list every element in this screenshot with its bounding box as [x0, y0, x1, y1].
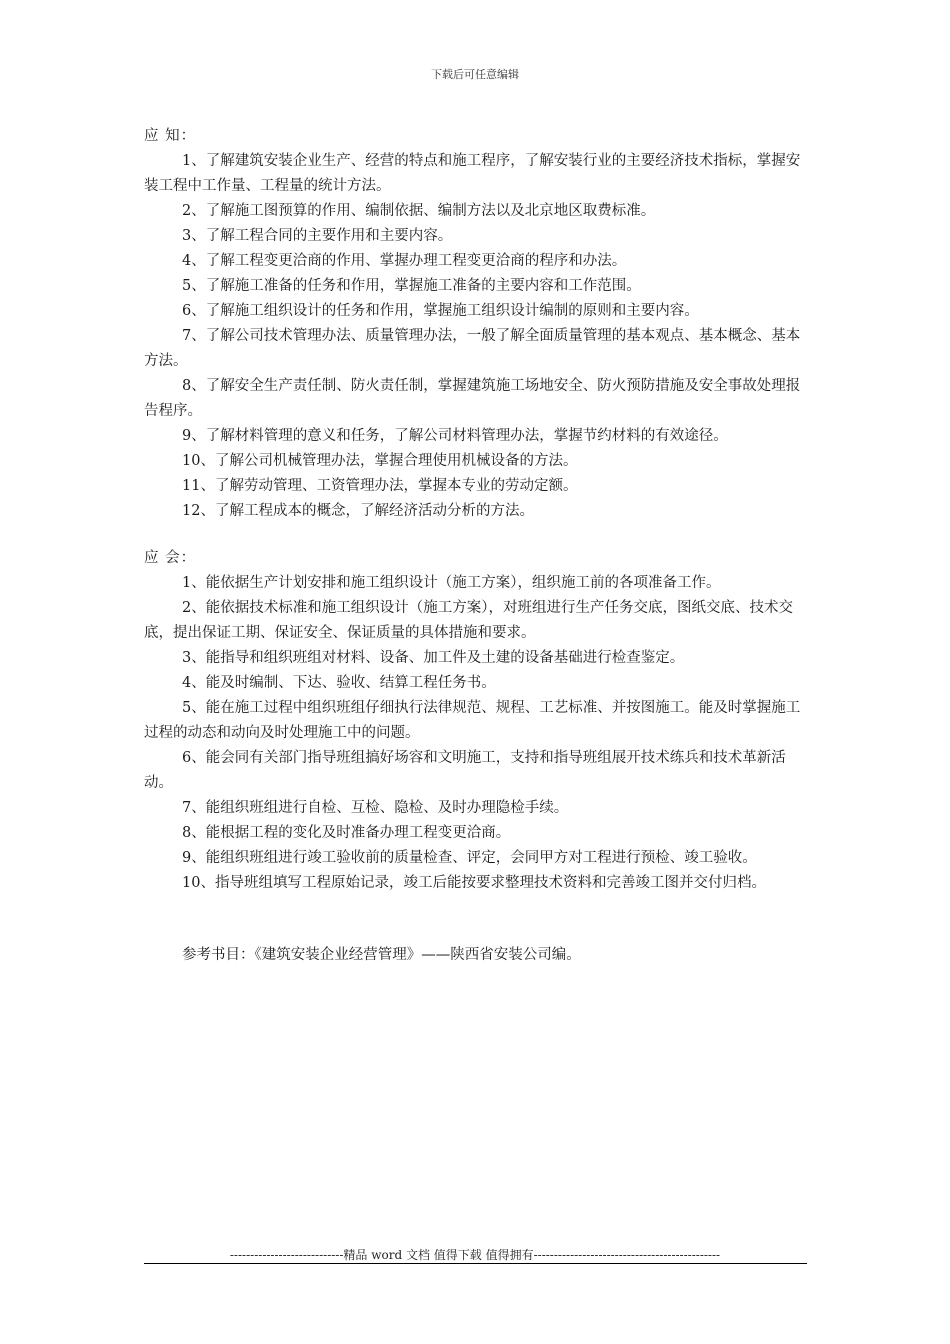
can-item-6: 6、能会同有关部门指导班组搞好场容和文明施工，支持和指导班组展开技术练兵和技术革新活动。	[144, 750, 786, 791]
know-item-3: 3、了解工程合同的主要作用和主要内容。	[182, 228, 453, 244]
know-item-12: 12、了解工程成本的概念，了解经济活动分析的方法。	[182, 503, 534, 519]
section-title-know: 应 知：	[144, 128, 197, 144]
know-item-4: 4、了解工程变更洽商的作用、掌握办理工程变更洽商的程序和办法。	[182, 253, 627, 269]
know-item-1: 1、了解建筑安装企业生产、经营的特点和施工程序，了解安装行业的主要经济技术指标，掌握安装工程中工作量、工程量的统计方法。	[144, 153, 801, 194]
know-item-9: 9、了解材料管理的意义和任务，了解公司材料管理办法，掌握节约材料的有效途径。	[182, 428, 728, 444]
can-item-3: 3、能指导和组织班组对材料、设备、加工件及土建的设备基础进行检查鉴定。	[182, 650, 685, 666]
know-item-8: 8、了解安全生产责任制、防火责任制，掌握建筑施工场地安全、防火预防措施及安全事故处理报告程序。	[144, 378, 801, 419]
footer-divider	[144, 1263, 807, 1264]
document-body	[144, 124, 808, 968]
know-item-10: 10、了解公司机械管理办法，掌握合理使用机械设备的方法。	[182, 453, 578, 469]
know-item-7: 7、了解公司技术管理办法、质量管理办法，一般了解全面质量管理的基本观点、基本概念、基本方法。	[144, 328, 801, 369]
can-item-5: 5、能在施工过程中组织班组仔细执行法律规范、规程、工艺标准、并按图施工。能及时掌握施工过程的动态和动向及时处理施工中的问题。	[144, 700, 801, 741]
can-item-8: 8、能根据工程的变化及时准备办理工程变更洽商。	[182, 825, 511, 841]
section-title-can: 应 会：	[144, 550, 197, 566]
page-header: 下载后可任意编辑	[431, 68, 519, 81]
know-item-5: 5、了解施工准备的任务和作用，掌握施工准备的主要内容和工作范围。	[182, 278, 641, 294]
can-item-9: 9、能组织班组进行竣工验收前的质量检查、评定，会同甲方对工程进行预检、竣工验收。	[182, 850, 757, 866]
can-item-1: 1、能依据生产计划安排和施工组织设计（施工方案），组织施工前的各项准备工作。	[182, 575, 721, 591]
section-spacer	[144, 524, 808, 546]
can-item-4: 4、能及时编制、下达、验收、结算工程任务书。	[182, 675, 496, 691]
can-item-2: 2、能依据技术标准和施工组织设计（施工方案），对班组进行生产任务交底，图纸交底、技术交底，提出保证工期、保证安全、保证质量的具体措施和要求。	[144, 600, 793, 641]
can-item-10: 10、指导班组填写工程原始记录，竣工后能按要求整理技术资料和完善竣工图并交付归档。	[182, 875, 766, 891]
reference-spacer	[144, 896, 808, 943]
know-item-11: 11、了解劳动管理、工资管理办法，掌握本专业的劳动定额。	[182, 478, 578, 494]
reference-line: 参考书目：《建筑安装企业经营管理》——陕西省安装公司编。	[182, 947, 581, 963]
know-item-2: 2、了解施工图预算的作用、编制依据、编制方法以及北京地区取费标准。	[182, 203, 656, 219]
footer-text: ----------------------------精品 word 文档 值得下载 值得拥有----------------------------------------------	[229, 1248, 721, 1262]
know-item-6: 6、了解施工组织设计的任务和作用，掌握施工组织设计编制的原则和主要内容。	[182, 303, 699, 319]
can-item-7: 7、能组织班组进行自检、互检、隐检、及时办理隐检手续。	[182, 800, 569, 816]
